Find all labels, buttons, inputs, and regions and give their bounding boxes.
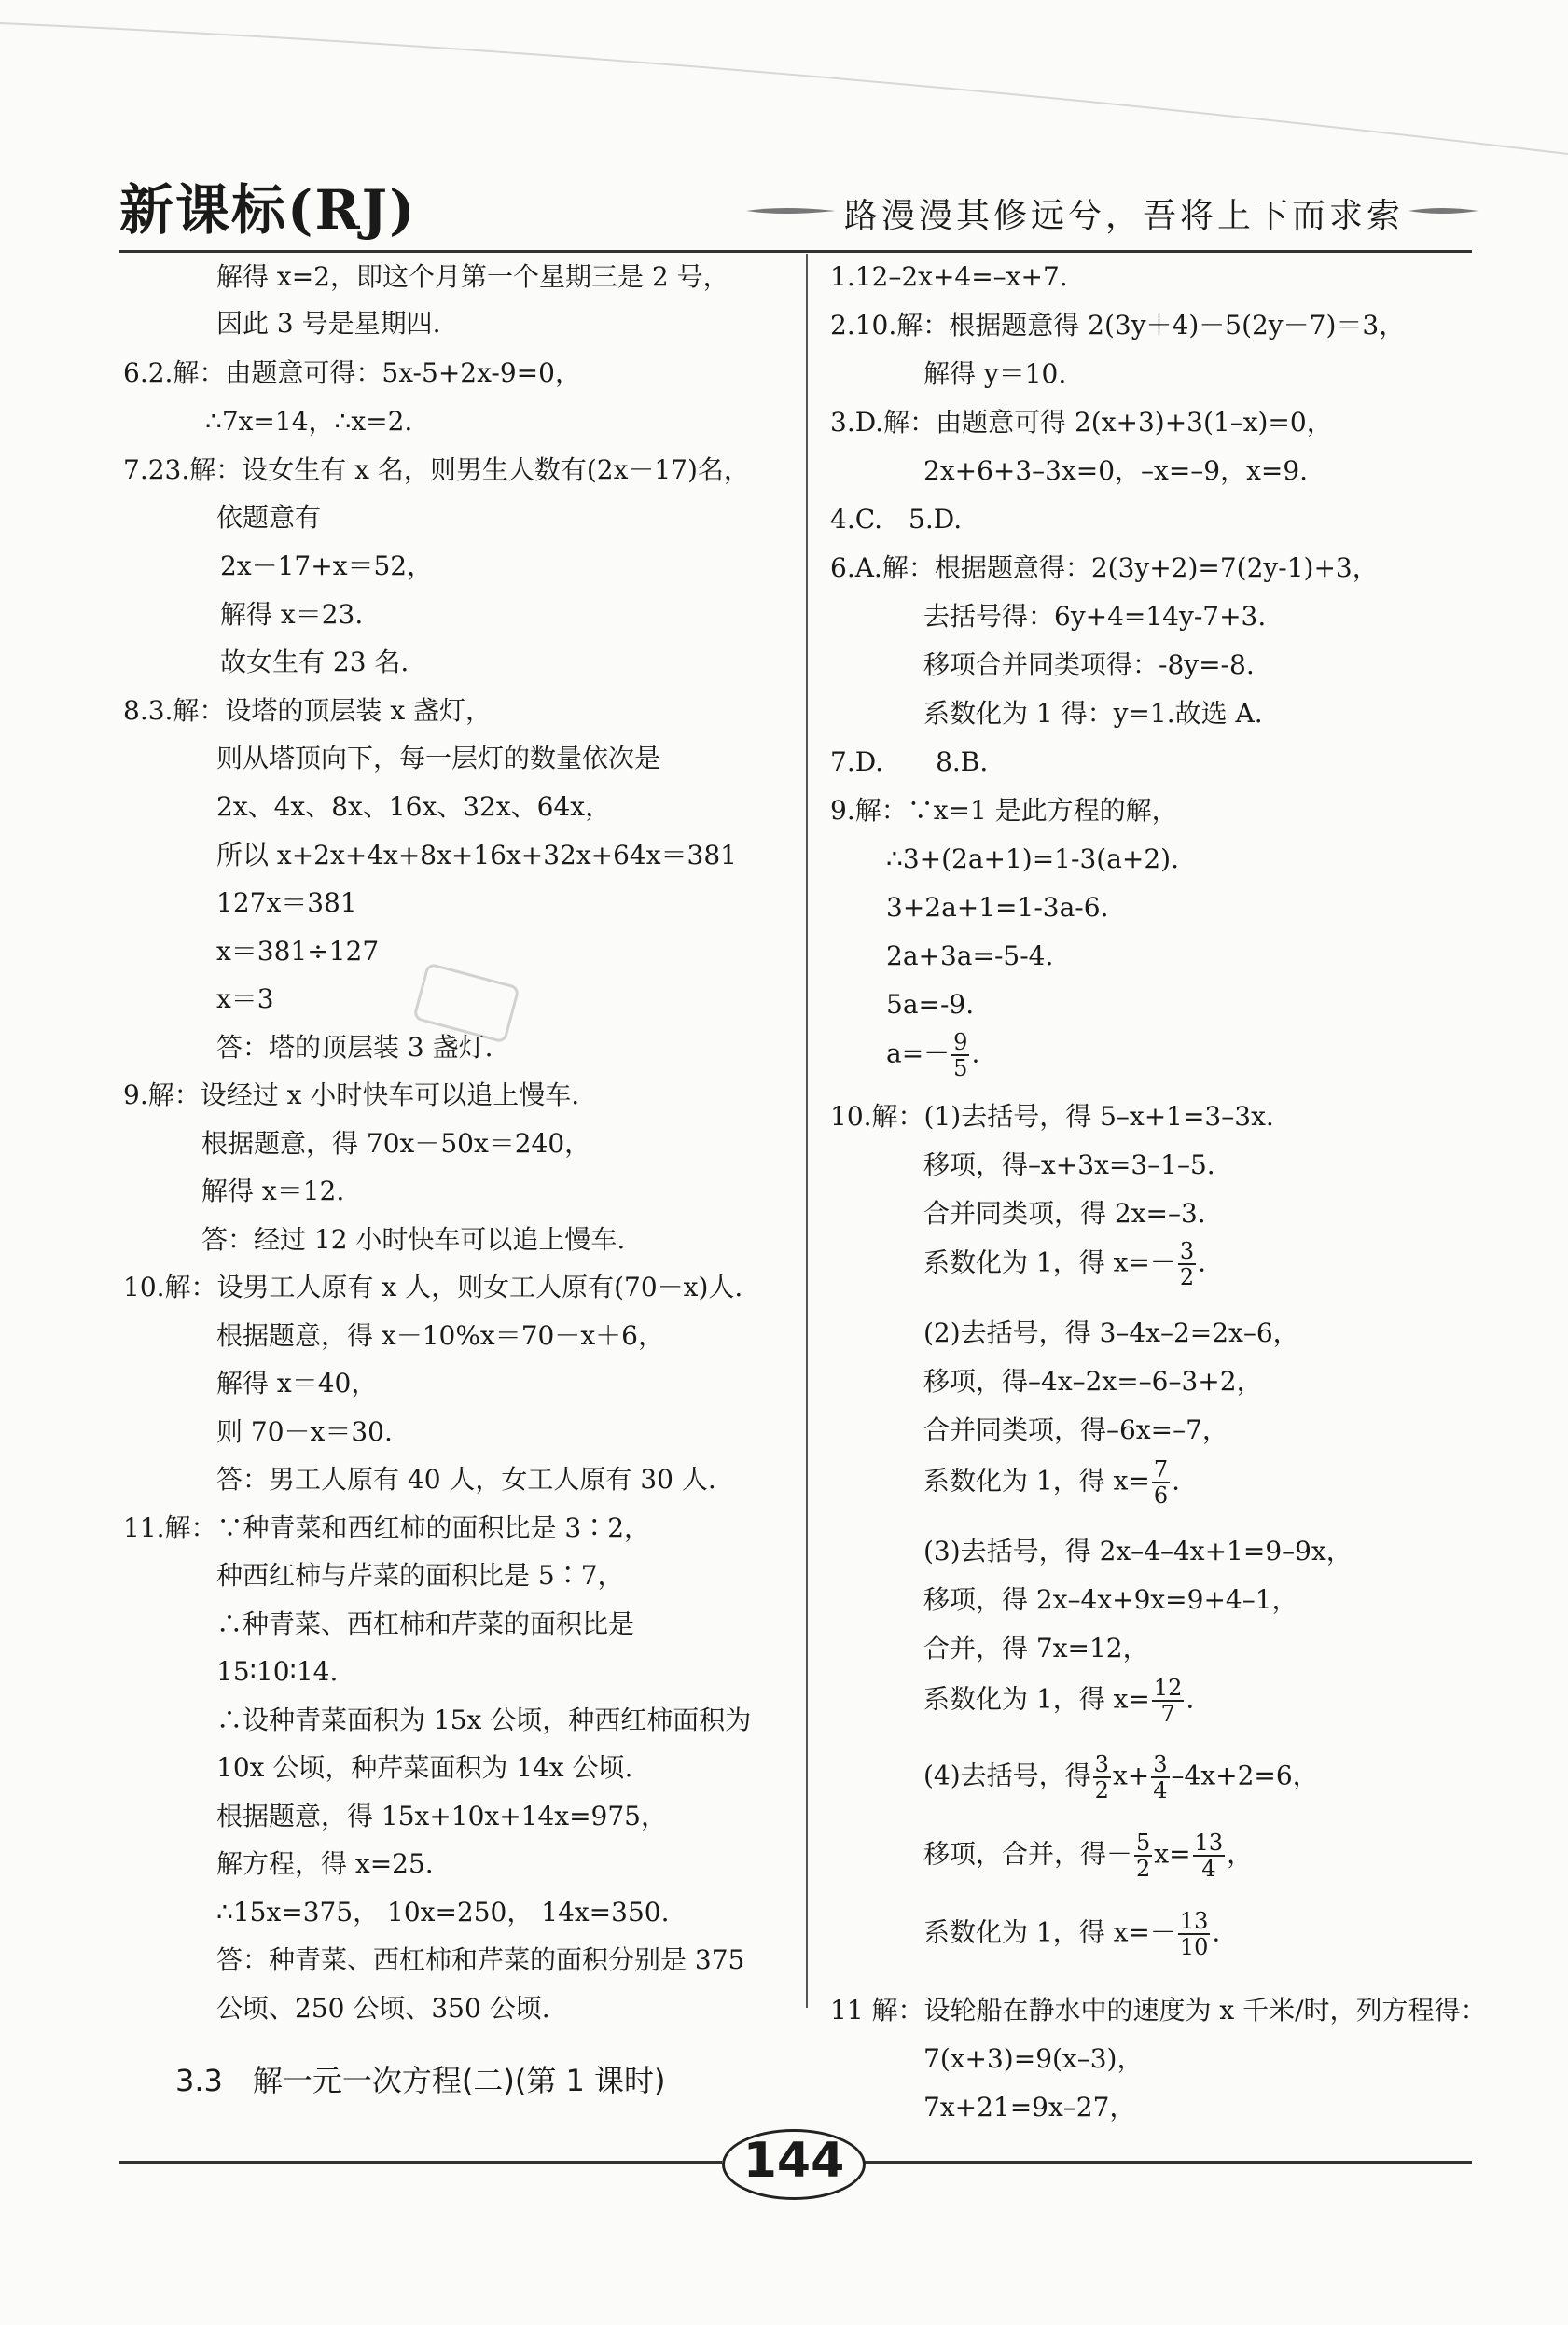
answer-line: 答：塔的顶层装 3 盏灯. (216, 1032, 493, 1063)
fraction-mid: x+ (1112, 1760, 1150, 1791)
fraction (1178, 1909, 1211, 1959)
answer-line: 8.3.解：设塔的顶层装 x 盏灯， (123, 695, 493, 726)
answer-line: 解得 x＝40， (216, 1368, 378, 1399)
header-rule (119, 250, 1472, 253)
answer-line: 2x+6+3–3x=0，–x=–9，x=9. (923, 455, 1309, 486)
fraction-prefix: a=－ (886, 1037, 951, 1069)
answer-line: 根据题意，得 x－10%x＝70－x＋6， (216, 1320, 664, 1351)
answer-line: 移项，得 2x–4x+9x=9+4–1， (923, 1584, 1298, 1615)
answer-line: 2x－17+x＝52， (220, 550, 434, 581)
answer-line: 11.解：∵种青菜和西红柿的面积比是 3∶2， (123, 1512, 651, 1543)
numerator: 3 (1153, 1751, 1168, 1777)
answer-line: 9.解：∵x=1 是此方程的解， (830, 795, 1178, 826)
answer-line: 根据题意，得 70x－50x＝240， (201, 1128, 591, 1159)
header-motto: 路漫漫其修远兮，吾将上下而求索 (844, 197, 1405, 235)
answer-line: 答：男工人原有 40 人，女工人原有 30 人. (216, 1464, 716, 1495)
answer-line: ∴7x=14，∴x=2. (205, 406, 413, 437)
fraction-mid: x= (1154, 1838, 1191, 1870)
section-title: 3.3 解一元一次方程(二)(第 1 课时) (175, 2063, 666, 2098)
answer-line: 移项合并同类项得：-8y=-8. (923, 649, 1255, 680)
numerator: 5 (1136, 1830, 1151, 1856)
answer-line: 则 70－x＝30. (216, 1416, 393, 1447)
answer-line: 合并，得 7x=12， (923, 1633, 1149, 1664)
answer-line: 127x＝381 (216, 887, 357, 918)
fraction-line (923, 1909, 1220, 1959)
denominator: 2 (1136, 1856, 1151, 1882)
denominator: 10 (1179, 1934, 1209, 1960)
answer-line: 2x、4x、8x、16x、32x、64x， (216, 791, 612, 822)
fraction-suffix: . (1186, 1683, 1195, 1715)
fraction (1178, 1239, 1196, 1289)
numerator: 9 (953, 1029, 968, 1055)
fraction-line (886, 1030, 979, 1080)
answer-line: 1.12–2x+4=–x+7. (830, 261, 1068, 292)
fraction-prefix: 系数化为 1，得 x=－ (923, 1916, 1176, 1948)
fraction-line (923, 1752, 1319, 1803)
answer-line: 解得 x＝23. (220, 599, 364, 630)
answer-line: 4.C. 5.D. (830, 504, 963, 535)
denominator: 4 (1201, 1856, 1216, 1882)
answer-line: 解得 y＝10. (923, 358, 1067, 389)
answer-line: ∴设种青菜面积为 15x 公顷，种西红柿面积为 (216, 1705, 752, 1735)
answer-line: 15∶10∶14. (216, 1656, 339, 1687)
answer-line: 7.23.解：设女生有 x 名，则男生人数有(2x－17)名， (123, 454, 750, 485)
fraction (1151, 1752, 1169, 1803)
fraction-line (923, 1831, 1253, 1881)
fraction-prefix: 移项，合并，得－ (923, 1838, 1133, 1870)
numerator: 13 (1194, 1830, 1224, 1856)
fraction-suffix: ， (1227, 1838, 1254, 1870)
page-top-curve (0, 0, 1568, 168)
fraction-prefix: 系数化为 1，得 x= (923, 1683, 1150, 1715)
footer-rule-left (119, 2161, 722, 2164)
denominator: 2 (1094, 1777, 1109, 1803)
answer-line: 移项，得–x+3x=3–1–5. (923, 1149, 1215, 1180)
answer-line: 10.解：设男工人原有 x 人，则女工人原有(70－x)人. (123, 1272, 743, 1302)
answer-line: 故女生有 23 名. (220, 647, 409, 677)
answer-line: 答：种青菜、西杠柿和芹菜的面积分别是 375 (216, 1944, 745, 1975)
numerator: 3 (1179, 1238, 1195, 1264)
answer-line: 因此 3 号是星期四. (216, 308, 441, 339)
answer-line: 6.A.解：根据题意得：2(3y+2)=7(2y-1)+3， (830, 552, 1379, 583)
answer-line: 种西红柿与芹菜的面积比是 5∶7， (216, 1560, 624, 1591)
watermark-stamp-icon (410, 961, 522, 1045)
fraction (951, 1030, 969, 1080)
column-divider (806, 254, 808, 2008)
fraction (1152, 1676, 1185, 1726)
fraction (1152, 1457, 1170, 1508)
answer-line: ∴15x=375， 10x=250， 14x=350. (216, 1897, 670, 1928)
book-series-title: 新课标(RJ) (119, 178, 417, 242)
numerator: 3 (1094, 1751, 1109, 1777)
fraction (1134, 1831, 1152, 1881)
answer-line: 5a=-9. (886, 989, 975, 1020)
answer-line: 11 解：设轮船在静水中的速度为 x 千米/时，列方程得： (830, 1995, 1487, 2026)
answer-line: x＝3 (216, 983, 274, 1014)
answer-line: 所以 x+2x+4x+8x+16x+32x+64x＝381 (216, 840, 737, 870)
answer-line: 答：经过 12 小时快车可以追上慢车. (201, 1224, 626, 1255)
answer-line: 解方程，得 x=25. (216, 1848, 434, 1879)
page-number: 144 (742, 2133, 845, 2189)
answer-line: 3+2a+1=1-3a-6. (886, 892, 1109, 923)
fraction-line (923, 1676, 1194, 1726)
numerator: 12 (1153, 1675, 1183, 1701)
denominator: 5 (953, 1055, 968, 1081)
answer-line: 7.D. 8.B. (830, 746, 989, 777)
answer-line: ∴种青菜、西杠柿和芹菜的面积比是 (216, 1608, 635, 1639)
answer-line: (2)去括号，得 3–4x–2=2x–6， (923, 1317, 1299, 1348)
answer-line: 合并同类项，得 2x=–3. (923, 1198, 1206, 1229)
fraction-prefix: 系数化为 1，得 x=－ (923, 1246, 1176, 1278)
answer-line: x＝381÷127 (216, 936, 380, 967)
answer-line: 解得 x=2，即这个月第一个星期三是 2 号， (216, 261, 729, 292)
answer-line: 移项，得–4x–2x=–6–3+2， (923, 1366, 1263, 1397)
answer-line: 公顷、250 公顷、350 公顷. (216, 1993, 550, 2024)
answer-line: 系数化为 1 得：y=1.故选 A. (923, 698, 1263, 729)
denominator: 7 (1160, 1701, 1175, 1727)
fraction-line (923, 1239, 1206, 1289)
answer-line: 3.D.解：由题意可得 2(x+3)+3(1–x)=0， (830, 407, 1333, 438)
denominator: 6 (1153, 1483, 1169, 1509)
fraction-suffix: . (1212, 1916, 1221, 1948)
numerator: 7 (1153, 1456, 1169, 1483)
fraction (1193, 1831, 1226, 1881)
fraction-suffix: –4x+2=6， (1171, 1760, 1319, 1791)
answer-line: 2.10.解：根据题意得 2(3y＋4)－5(2y－7)＝3， (830, 310, 1406, 341)
numerator: 13 (1179, 1908, 1209, 1934)
answer-line: 2a+3a=-5-4. (886, 940, 1054, 971)
answer-line: 解得 x＝12. (201, 1176, 345, 1206)
footer-rule-right (864, 2161, 1472, 2164)
answer-line: 10.解：(1)去括号，得 5–x+1=3–3x. (830, 1101, 1274, 1132)
answer-line: (3)去括号，得 2x–4–4x+1=9–9x， (923, 1536, 1353, 1566)
answer-line: 合并同类项，得–6x=–7， (923, 1414, 1228, 1445)
denominator: 4 (1153, 1777, 1168, 1803)
fraction-suffix: . (1172, 1465, 1181, 1497)
fraction-prefix: 系数化为 1，得 x= (923, 1465, 1150, 1497)
fraction-line (923, 1457, 1180, 1508)
motto-left-ornament (746, 203, 835, 218)
answer-line: 去括号得：6y+4=14y-7+3. (923, 601, 1267, 632)
answer-line: 则从塔顶向下，每一层灯的数量依次是 (216, 743, 661, 773)
motto-right-ornament (1408, 203, 1478, 218)
fraction-suffix: . (971, 1037, 980, 1069)
fraction (1093, 1752, 1111, 1803)
denominator: 2 (1179, 1264, 1195, 1290)
answer-line: 7(x+3)=9(x–3)， (923, 2043, 1144, 2074)
answer-line: 6.2.解：由题意可得：5x-5+2x-9=0， (123, 357, 581, 388)
fraction-suffix: . (1198, 1246, 1207, 1278)
answer-line: 依题意有 (216, 502, 322, 533)
answer-line: 7x+21=9x–27， (923, 2092, 1136, 2123)
answer-line: 9.解：设经过 x 小时快车可以追上慢车. (123, 1079, 580, 1110)
answer-line: 根据题意，得 15x+10x+14x=975， (216, 1801, 667, 1831)
fraction-prefix: (4)去括号，得 (923, 1760, 1091, 1791)
answer-line: ∴3+(2a+1)=1-3(a+2). (886, 843, 1179, 874)
answer-line: 10x 公顷，种芹菜面积为 14x 公顷. (216, 1752, 633, 1783)
